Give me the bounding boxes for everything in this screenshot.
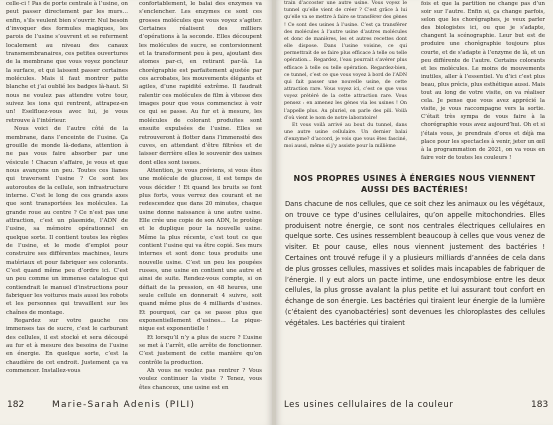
paragraph: Regardez sur votre gauche ces immenses tas de sucre, c’est le carburant des cellules, il est stocké et sera découpé au fur et à mesure des besoins de l’usine en énergie. En quelque sorte, c’est la chaudière de cet endroit. Justement ça va commencer. Installez-vous — [6, 318, 128, 375]
page-number-left: 182 — [7, 400, 25, 410]
inset-body-text: Dans chacune de nos cellules, que ce soit chez les animaux ou les végétaux, on trouve ce type d’usines cellulaires, qu’on appelle mitochondries. Elles produisent notre énergie, ce sont nos centrales électriques cellulaires en quelque sorte. Ces usines ressemblent beaucoup à celles que vous venez de visiter. Et pour cause, elles nous viennent justement des bactéries ! Certaines ont trouvé refuge il y a plusieurs milliards d’années de cela dans de plus grosses cellules, massives et solides mais incapables de fabriquer de l’énergie. Il y eut alors un pacte intime, une endosymbiose entre les deux cellules, la plus grosse avalant la plus petite et lui assurant tout confort en échange de son énergie. Les bactéries qui tiraient leur énergie de la lumière (c’étaient des cyanobactéries) sont devenues les chloroplastes des cellules végétales. Les bactéries qui tiraient — [285, 200, 545, 327]
paragraph: Nous voici de l’autre côté de la membrane, dans l’enceinte de l’usine. Ça grouille de monde là-dedans, attention à ne pas vous faire absorber par une vésicule ! Chacun s’affaire, je vous et que nous avançons un peu. Toutes ces lianes qui traversent l’usine ? Ce sont les autoroutes de la cellule, son infrastructure interne. C’est le long de ces grands axes que sont transportées les molécules. La grande roue au centre ? Ce n’est pas une attraction, c’est un plasmide, l’ADN de l’usine, sa mémoire opérationnel en quelque sorte. Il contient toutes les règles de l’usine, et le mode d’emploi pour construire ses différentes machines, leurs matériaux et pour fabriquer ses colorants. C’est quand même peu d’ordre ici. C’est un peu comme un immense catalogue qui contiendrait le manuel d’instructions pour fabriquer les voitures mais aussi les robots et les personnes qui travaillent sur les chaînes de montage. — [6, 126, 128, 316]
right-page-column-2 — [421, 0, 545, 163]
paragraph: fois et que la partition ne change pas d’un soir sur l’autre. Enfin si, ça change parfois, selon que les chorégraphes, je veux parler des biologistes ici, ou que je s’adapte, changent la scénographie. Leur but est de produire une chorégraphie toujours plus courte, et de s’adapte à l’enzyme de là, et un peu différente de l’autre. Certains colorants et les molécules. Le moins de mouvements inutiles, aller à l’essentiel. Vu d’ici c’est plus beau, plus précis, plus esthétique aussi. Mais tout au long de votre visite, on va réaliser cela. Je pense que vous avez apprécié la visite, je vous raccompagne vers la sortie. C’était très sympa de vous faire à la chorégraphie vous avez aujourd’hui. Oh et si j’étais vous, je prendrais d’ores et déjà ma place pour les spectacles à venir, jeter un œil à la programmation de 2021, on va vous en faire voir de toutes les couleurs ! — [421, 1, 545, 161]
paragraph: Attention, je vous préviens, si vous êtes une molécule de glucose, il est temps de vous décider ! Et quand les bruits se font plus forts, vous verrez des courant et ne redescendez que dans 20 minutes, chaque usine donne naissance à une autre usine. Elle crée une copie de son ADN, le protège et le duplique pour la nouvelle usine. Même la plus récente, c’est tout ce que contient l’usine qui va être copié. Ses murs internes et sont donc tous produits une nouvelle usine. C’est un peu les poupées russes, une usine en contient une autre et ainsi de suite. Rendez-vous compte, si on défiait de la pression, en 48 heures, une seule cellule en donnerait 4 suivre, soit quand même plus de 4 milliards d’usines. Et pourquoi, car ça se passe plus que exponentiellement d’usines… Le pique-nique est exponentielle ! — [139, 167, 262, 333]
running-head-title: Les usines cellulaires de la couleur — [284, 400, 454, 410]
paragraph: Et lorsqu’il n’y a plus de sucre ? L’usine se met à l’arrêt, elle arrête de fonctionner. C’est justement de cette manière qu’on contrôle la production. — [139, 334, 262, 366]
page-number-right: 183 — [531, 400, 549, 410]
paragraph: Ah vous ne voulez pas rentrer ? Vous voulez continuer la visite ? Tenez, vous êtes chanceux, une usine est en — [139, 368, 262, 391]
right-page — [276, 0, 553, 425]
paragraph: celle-ci ! Pas de porte centrale à l’usine, on peut passer directement par les murs… enfin, s’ils veulent bien s’ouvrir. Nul besoin d’invoquer des formules magiques, les parois de l’usine s’ouvrent et se referment localement au niveau des canaux transmembranaires, ces petites ouvertures de la membrane que vous voyez poncteur la surface, et qui laissent passer certaines molécules. Mais il faut montrer patte blanche et j’ai oublié les badges là-haut. Si nous ne voulez pas attendre votre tour, suivez les ions qui rentrent, attrapez-en un! Eselfluez-vous avec lui, je vous retrouve à l’intérieur. — [6, 1, 128, 124]
paragraph: Et vous voilà arrivé au bout du tunnel, dans une autre usine cellulaire. Un dernier balai d’enzyme? d’accord, je vois que vous êtes fasciné, moi aussi, même si j’y assiste pour la millième — [284, 122, 407, 150]
running-head-author: Marie-Sarah Adenis (PILI) — [52, 400, 196, 410]
left-page — [0, 0, 272, 425]
right-page-column-1 — [284, 0, 407, 163]
paragraph: train d’accoster une autre usine. Vous voyez le tunnel qu’elle vient de créer ? C’est grâce à lui qu’elle va se mettre à faire se transférer des gènes ! Ce sont des usines à l’usine. C’est ça transférer des molécules à l’autre usine d’autres molécules et donc de manières, les et autres recettes dont elle dispose. Dans l’usine voisine, ce qui permettrait de se faire plus efficace à telle ou telle opération... Regardez, l’eau pourrait s’avérer plus efficace à telle ou telle opération. Regardez-bien, ce tunnel, c’est ce que vous voyez à bord de l’ADN qui fait passer une nouvelle usine, de cette attraction rare. Vous voyez ici, c’est ce que vous voyez prétéré de la cette attraction rare. Vous pensez : en amenez les gènes via les usines ! On l’appelle plus. Au pluriel, on parle des pili. Voilà d’où vient le nom de notre laboratoire! — [284, 1, 407, 121]
left-page-column-1 — [6, 0, 128, 393]
inset-body — [285, 199, 545, 393]
inset-heading: NOS PROPRES USINES À ÉNERGIES NOUS VIENNENT AUSSI DES BACTÉRIES! — [293, 174, 536, 194]
left-page-column-2 — [139, 0, 262, 393]
paragraph: confortablement, le balai des enzymes va s’enclencher. Les enzymes ce sont ces grosses molécules que vous voyez s’agiter. Certaines réalisent des milliers d’opérations à la seconde. Elles découpent les molécules de sucre, se contorsionnent et la transforment peu à peu, ajoutant des atomes par-ci, en retirant par-là. La chorégraphie est parfaitement ajustée par ces acrobates, les mouvements élégants et agiles, d’une rapidité extrême. Il faudrait ralentir ces molécules de film à vitesse des images pour que vous commenciez à voir ce qui se passe. Au fur et à mesure, les molécules de colorant produites sont ensuite expulsées de l’usine. Elles se retrouveront à flotter dans l’immensité des cuves, en attendant d’être filtrées et de laisser derrière elles le souvenir des usines dont elles sont issues. — [139, 1, 262, 166]
